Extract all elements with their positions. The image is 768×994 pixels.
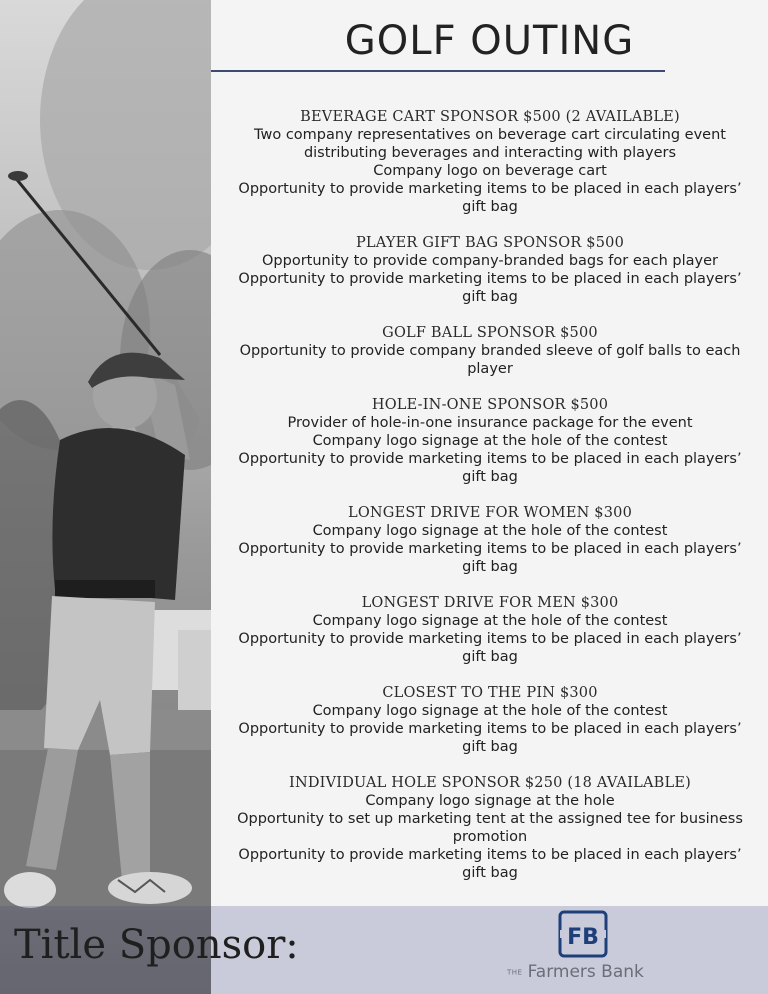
fb-logo-icon [558,910,608,958]
section-item: Company logo signage at the hole of the contest [312,613,668,629]
section-heading: HOLE-IN-ONE SPONSOR $500 [371,397,609,413]
sponsorship-section [225,234,755,306]
bank-name [507,962,644,982]
page-title: GOLF OUTING [344,18,635,64]
section-item: Company logo on beverage cart [373,163,607,179]
sponsorship-section [225,774,755,882]
sponsorship-section [225,684,755,756]
bank-prefix: THE [507,968,523,977]
section-heading: INDIVIDUAL HOLE SPONSOR $250 (18 AVAILABLE) [289,775,691,791]
section-item: Provider of hole-in-one insurance package for the event [287,415,693,431]
section-item: Two company representatives on beverage cart circulating event distributing beverages and interacting with players [254,127,726,161]
section-item: Opportunity to provide marketing items to be placed in each players’ gift bag [238,631,742,665]
section-heading: LONGEST DRIVE FOR WOMEN $300 [347,505,633,521]
sponsorship-section [225,396,755,486]
title-sponsor-label: Title Sponsor: [14,922,299,968]
section-item: Opportunity to provide marketing items to be placed in each players’ gift bag [238,451,742,485]
sponsorship-section [225,108,755,216]
section-item: Opportunity to provide marketing items to be placed in each players’ gift bag [238,721,742,755]
title-divider [211,70,665,72]
section-heading: LONGEST DRIVE FOR MEN $300 [361,595,619,611]
section-heading: PLAYER GIFT BAG SPONSOR $500 [355,235,625,251]
golfer-photo [0,0,211,994]
section-item: Opportunity to provide marketing items to be placed in each players’ gift bag [238,847,742,881]
sponsorship-list [225,108,755,900]
section-item: Opportunity to provide marketing items to be placed in each players’ gift bag [238,541,742,575]
section-item: Opportunity to provide company-branded bags for each player [262,253,718,269]
sponsorship-section [225,324,755,378]
section-heading: GOLF BALL SPONSOR $500 [382,325,598,341]
section-item: Company logo signage at the hole [365,793,615,809]
farmers-bank-logo [507,910,644,984]
section-heading: CLOSEST TO THE PIN $300 [382,685,598,701]
sponsorship-section [225,594,755,666]
section-item: Company logo signage at the hole of the contest [312,703,668,719]
section-heading: BEVERAGE CART SPONSOR $500 (2 AVAILABLE) [300,109,680,125]
section-item: Opportunity to provide marketing items to be placed in each players’ gift bag [238,181,742,215]
section-item: Opportunity to provide marketing items to be placed in each players’ gift bag [238,271,742,305]
section-item: Opportunity to set up marketing tent at the assigned tee for business promotion [237,811,743,845]
fb-logo-letters: FB [567,925,599,950]
golfer-illustration [0,0,211,994]
section-item: Company logo signage at the hole of the contest [312,433,668,449]
bank-name-text: Farmers Bank [527,962,644,982]
content-panel [211,0,768,906]
section-item: Opportunity to provide company branded sleeve of golf balls to each player [239,343,741,377]
section-item: Company logo signage at the hole of the contest [312,523,668,539]
sponsorship-section [225,504,755,576]
